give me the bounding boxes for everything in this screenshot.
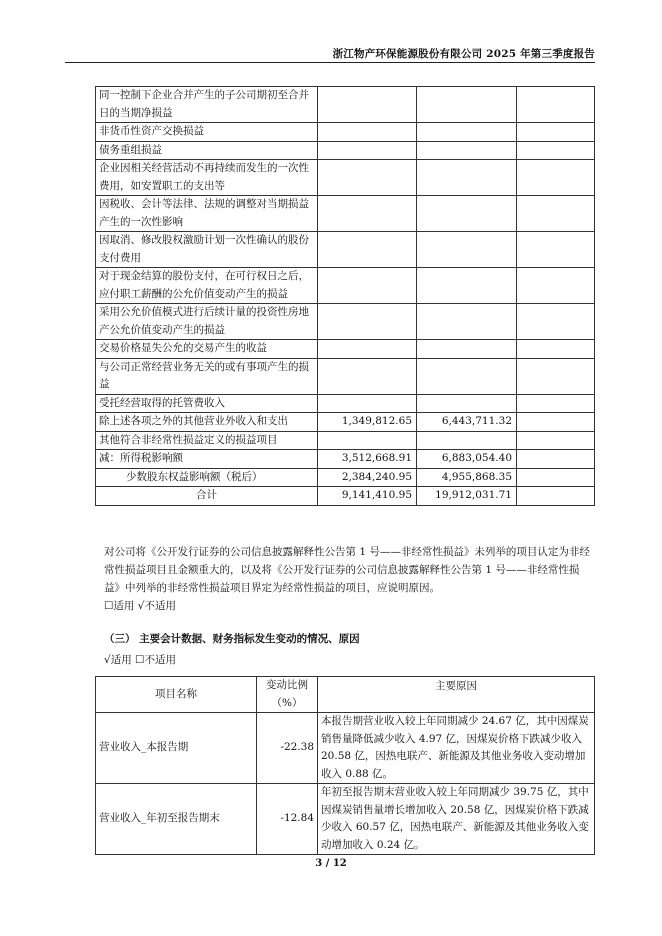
row-note: [517, 87, 595, 123]
row-amount-current: 3,512,668.91: [318, 450, 417, 469]
key-data-change-table: [95, 676, 595, 855]
row-amount-current: [318, 123, 417, 142]
row-note: [517, 196, 595, 232]
row-item-label: 少数股东权益影响额（税后）: [96, 468, 318, 487]
row-main-reason: 年初至报告期末营业收入较上年同期减少 39.75 亿，其中因煤炭销售量增长增加收入 20.58 亿，因煤炭价格下跌减少收入 60.57 亿，因热电联产、新能源及其他业务收入变动增加收入 0.24 亿。: [318, 784, 595, 855]
table-row: [96, 358, 595, 394]
row-item-name: 营业收入_本报告期: [96, 713, 257, 784]
table-row: [96, 487, 595, 506]
non-recurring-gains-table: [95, 86, 595, 506]
row-amount-current: [318, 196, 417, 232]
report-header-title: 浙江物产环保能源股份有限公司 2025 年第三季度报告: [332, 48, 595, 60]
row-note: [517, 431, 595, 450]
row-change-ratio: -12.84: [257, 784, 318, 855]
row-note: [517, 268, 595, 304]
row-item-label: 与公司正常经营业务无关的或有事项产生的损益: [96, 358, 318, 394]
row-note: [517, 340, 595, 359]
row-note: [517, 160, 595, 196]
section-3-title: （三） 主要会计数据、财务指标发生变动的情况、原因: [104, 633, 360, 645]
row-amount-current: [318, 340, 417, 359]
table-row: [96, 450, 595, 469]
header-divider: [65, 62, 595, 63]
table-row: [96, 196, 595, 232]
table-row: [96, 160, 595, 196]
row-item-label: 因税收、会计等法律、法规的调整对当期损益产生的一次性影响: [96, 196, 318, 232]
table-row: [96, 123, 595, 142]
row-amount-ytd: 6,443,711.32: [417, 413, 517, 432]
header-main-reason: 主要原因: [318, 677, 595, 713]
row-item-label: 同一控制下企业合并产生的子公司期初至合并日的当期净损益: [96, 87, 318, 123]
row-amount-current: 2,384,240.95: [318, 468, 417, 487]
row-note: [517, 468, 595, 487]
row-amount-ytd: [417, 87, 517, 123]
table-row: [96, 87, 595, 123]
row-amount-current: [318, 268, 417, 304]
header-item-name: 项目名称: [96, 677, 257, 713]
row-amount-ytd: [417, 232, 517, 268]
note-paragraph: 对公司将《公开发行证券的公司信息披露解释性公告第 1 号——非经常性损益》未列举的项目认定为非经常性损益项目且金额重大的，以及将《公开发行证券的公司信息披露解释性公告第 1 号——非经常性损益》中列举的非经常性损益项目界定为经常性损益的项目，应说明原因。: [104, 546, 590, 594]
row-item-label: 企业因相关经营活动不再持续而发生的一次性费用，如安置职工的支出等: [96, 160, 318, 196]
row-amount-ytd: 6,883,054.40: [417, 450, 517, 469]
row-item-label: 债务重组损益: [96, 141, 318, 160]
row-item-label: 除上述各项之外的其他营业外收入和支出: [96, 413, 318, 432]
row-item-label: 因取消、修改股权激励计划一次性确认的股份支付费用: [96, 232, 318, 268]
row-amount-current: [318, 87, 417, 123]
table-row: [96, 468, 595, 487]
applicability-note-2: √适用 ☐不适用: [104, 654, 176, 666]
header-change-ratio: 变动比例（%）: [257, 677, 318, 713]
row-item-label: 合计: [96, 487, 318, 506]
row-item-label: 交易价格显失公允的交易产生的收益: [96, 340, 318, 359]
row-amount-ytd: [417, 141, 517, 160]
row-amount-current: [318, 141, 417, 160]
row-note: [517, 232, 595, 268]
row-amount-ytd: [417, 431, 517, 450]
row-main-reason: 本报告期营业收入较上年同期减少 24.67 亿，其中因煤炭销售量降低减少收入 4.97 亿，因煤炭价格下跌减少收入 20.58 亿，因热电联产、新能源及其他业务收入变动增加收入 0.88 亿。: [318, 713, 595, 784]
table-row: [96, 713, 595, 784]
row-item-label: 受托经营取得的托管费收入: [96, 394, 318, 413]
row-item-label: 对于现金结算的股份支付，在可行权日之后，应付职工薪酬的公允价值变动产生的损益: [96, 268, 318, 304]
row-item-label: 非货币性资产交换损益: [96, 123, 318, 142]
table-row: [96, 304, 595, 340]
row-item-label: 采用公允价值模式进行后续计量的投资性房地产公允价值变动产生的损益: [96, 304, 318, 340]
applicability-note-1: ☐适用 √不适用: [104, 600, 176, 612]
row-amount-current: [318, 232, 417, 268]
table-row: [96, 141, 595, 160]
row-amount-ytd: 19,912,031.71: [417, 487, 517, 506]
row-note: [517, 450, 595, 469]
row-amount-ytd: [417, 196, 517, 232]
row-amount-current: 1,349,812.65: [318, 413, 417, 432]
table-header-row: [96, 677, 595, 713]
row-item-label: 其他符合非经常性损益定义的损益项目: [96, 431, 318, 450]
row-amount-ytd: [417, 358, 517, 394]
row-amount-ytd: [417, 340, 517, 359]
row-amount-ytd: 4,955,868.35: [417, 468, 517, 487]
row-amount-current: [318, 431, 417, 450]
row-amount-ytd: [417, 394, 517, 413]
row-note: [517, 304, 595, 340]
row-note: [517, 413, 595, 432]
row-item-name: 营业收入_年初至报告期末: [96, 784, 257, 855]
row-note: [517, 123, 595, 142]
row-item-label: 减：所得税影响额: [96, 450, 318, 469]
row-amount-current: [318, 160, 417, 196]
row-change-ratio: -22.38: [257, 713, 318, 784]
table-row: [96, 394, 595, 413]
row-note: [517, 487, 595, 506]
row-amount-ytd: [417, 160, 517, 196]
table-row: [96, 431, 595, 450]
row-note: [517, 141, 595, 160]
table-row: [96, 413, 595, 432]
table-row: [96, 784, 595, 855]
table-row: [96, 232, 595, 268]
row-amount-current: [318, 304, 417, 340]
table-row: [96, 268, 595, 304]
row-amount-current: [318, 394, 417, 413]
row-amount-ytd: [417, 123, 517, 142]
row-note: [517, 358, 595, 394]
row-amount-ytd: [417, 304, 517, 340]
row-amount-current: [318, 358, 417, 394]
row-note: [517, 394, 595, 413]
row-amount-current: 9,141,410.95: [318, 487, 417, 506]
table-row: [96, 340, 595, 359]
page-number: 3 / 12: [315, 858, 347, 869]
row-amount-ytd: [417, 268, 517, 304]
